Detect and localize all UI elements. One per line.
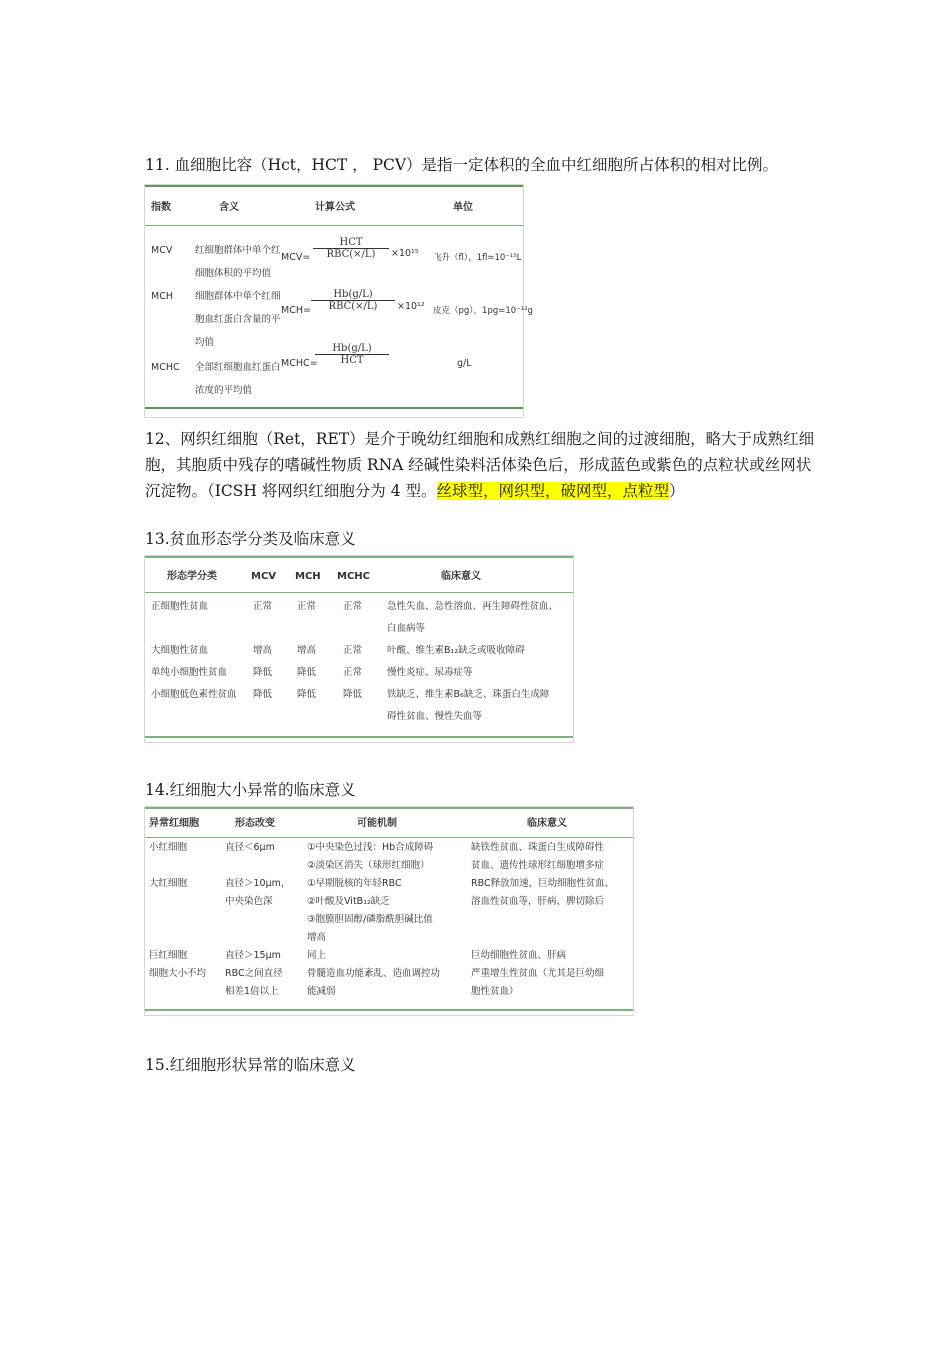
table-cell: 降低 [343,689,363,700]
table-cell-unit: g/L [457,358,472,369]
table-cell: RBC之间直径 [225,968,283,979]
table-cell: MCV [151,245,173,256]
table-cell-unit: 皮克（pg），1pg=10⁻¹²g [433,306,533,316]
table-cell: 正常 [253,601,273,612]
table-cell: 小红细胞 [149,842,188,853]
table-header: 临床意义 [527,818,567,829]
table-rule [145,185,523,187]
paragraph-text: ） [669,482,685,500]
table-cell: ①早期脱核的年轻RBC [307,878,402,889]
formula-denominator: RBC(×/L) [313,248,389,260]
table-cell: 贫血、遗传性球形红细胞增多症 [471,860,605,871]
table-rule [145,407,523,409]
table-cell: 全部红细胞血红蛋白 [195,362,281,373]
table-anemia-classification [144,555,574,743]
table-cell: 铁缺乏、维生素B₆缺乏、珠蛋白生成障 [387,689,550,700]
formula-multiplier: ×10¹⁵ [391,248,419,259]
table-header: 形态改变 [235,818,275,829]
table-cell: 叶酸、维生素B₁₂缺乏或吸收障碍 [387,645,525,656]
table-header: 临床意义 [441,571,481,582]
table-cell: 直径＜6μm [225,842,275,853]
section-heading-15: 15.红细胞形状异常的临床意义 [145,1056,356,1074]
section-heading-13: 13.贫血形态学分类及临床意义 [145,530,356,548]
table-cell: 碍性贫血、慢性失血等 [387,711,483,722]
table-cell: 大细胞性贫血 [151,645,209,656]
table-rule [145,556,573,558]
table-cell: RBC释放加速，巨幼细胞性贫血、 [471,878,615,889]
formula-denominator: RBC(×/L) [311,300,395,312]
table-cell-unit: 飞升（fl），1fl=10⁻¹⁵L [433,253,522,263]
table-cell: 细胞体积的平均值 [195,268,272,279]
table-cell: 中央染色深 [225,896,273,907]
table-cell: 同上 [307,950,327,961]
table-rule [145,1009,633,1011]
table-rule [145,225,523,226]
table-cell: 增高 [307,932,327,943]
table-cell: 小细胞低色素性贫血 [151,689,237,700]
table-cell: 巨幼细胞性贫血、肝病 [471,950,567,961]
table-cell: 相差1倍以上 [225,986,279,997]
table-rbc-indices [144,184,533,418]
table-cell: 骨髓造血功能紊乱、造血调控功 [307,968,441,979]
section-heading-14: 14.红细胞大小异常的临床意义 [145,781,356,799]
table-cell: 严重增生性贫血（尤其是巨幼细 [471,968,605,979]
table-header-meaning: 含义 [219,202,239,213]
table-header-index: 指数 [151,202,171,213]
table-cell: 正细胞性贫血 [151,601,209,612]
formula-prefix: MCV= [281,252,311,263]
table-cell: 能减弱 [307,986,336,997]
table-cell: 均值 [195,337,215,348]
table-rule [145,807,633,809]
formula-fraction [311,289,395,312]
table-cell: 溶血性贫血等，肝病、脾切除后 [471,896,605,907]
table-cell: 增高 [253,645,273,656]
paragraph-text: 12、网织红细胞（Ret，RET）是介于晚幼红细胞和成熟红细胞之间的过渡细胞，略大于成熟红细胞，其胞质中残存的嗜碱性物质 RNA 经碱性染料活体染色后，形成蓝色或紫色的点粒状或丝网状沉淀物。（ICSH 将网织红细胞分为 4 型。 [145,430,815,500]
formula-fraction [313,237,389,260]
table-cell: 缺铁性贫血、珠蛋白生成障碍性 [471,842,605,853]
table-cell: 白血病等 [387,623,426,634]
table-cell: ②淡染区消失（球形红细胞） [307,860,430,871]
table-header: 形态学分类 [167,571,217,582]
table-cell: 单纯小细胞性贫血 [151,667,228,678]
table-cell: ①中央染色过浅：Hb合成障碍 [307,842,434,853]
formula-numerator: Hb(g/L) [333,289,373,300]
table-cell: 降低 [253,667,273,678]
formula-denominator: HCT [315,354,389,366]
table-cell: 细胞大小不均 [149,968,207,979]
table-cell: 直径＞10μm， [225,878,291,889]
table-cell: 大红细胞 [149,878,188,889]
table-cell: 正常 [343,645,363,656]
table-cell: 正常 [343,601,363,612]
table-cell: 直径＞15μm [225,950,281,961]
table-cell: 巨红细胞 [149,950,188,961]
table-cell: 红细胞群体中单个红 [195,245,281,256]
table-header: 异常红细胞 [149,818,199,829]
table-header: MCHC [337,571,370,582]
table-cell: 慢性炎症、尿毒症等 [387,667,473,678]
formula-prefix: MCH= [281,305,311,316]
table-cell: 正常 [297,601,317,612]
formula-multiplier: ×10¹² [397,301,425,312]
table-cell: MCH [151,291,173,302]
table-cell: 细胞群体中单个红细 [195,291,281,302]
table-cell: 增高 [297,645,317,656]
table-cell: 降低 [297,689,317,700]
table-cell: ③胞膜胆固醇/磷脂酰胆碱比值 [307,914,433,925]
table-rule [145,592,573,593]
table-cell: 降低 [253,689,273,700]
table-cell: 胞血红蛋白含量的平 [195,314,281,325]
table-cell: 降低 [297,667,317,678]
table-rule [145,736,573,738]
table-cell: 浓度的平均值 [195,385,253,396]
table-rbc-size-abnormal [144,806,634,1016]
table-cell: ②叶酸及VitB₁₂缺乏 [307,896,390,907]
table-header: MCH [295,571,321,582]
table-cell: MCHC [151,362,180,373]
formula-numerator: Hb(g/L) [332,343,372,354]
formula-prefix: MCHC= [281,358,318,369]
formula-numerator: HCT [339,237,363,248]
table-cell: 正常 [343,667,363,678]
table-rule [145,837,633,838]
table-header: MCV [251,571,277,582]
table-header-unit: 单位 [453,202,473,213]
formula-fraction [315,343,389,366]
table-header-formula: 计算公式 [315,202,355,213]
table-header: 可能机制 [357,818,397,829]
paragraph-hct: 11. 血细胞比容（Hct，HCT ， PCV）是指一定体积的全血中红细胞所占体积的相对比例。 [145,156,779,174]
table-cell: 急性失血、急性溶血、再生障碍性贫血、 [387,601,559,612]
paragraph-reticulocyte [145,426,815,504]
highlighted-text: 丝球型，网织型，破网型，点粒型 [436,482,670,500]
table-cell: 胞性贫血） [471,986,519,997]
